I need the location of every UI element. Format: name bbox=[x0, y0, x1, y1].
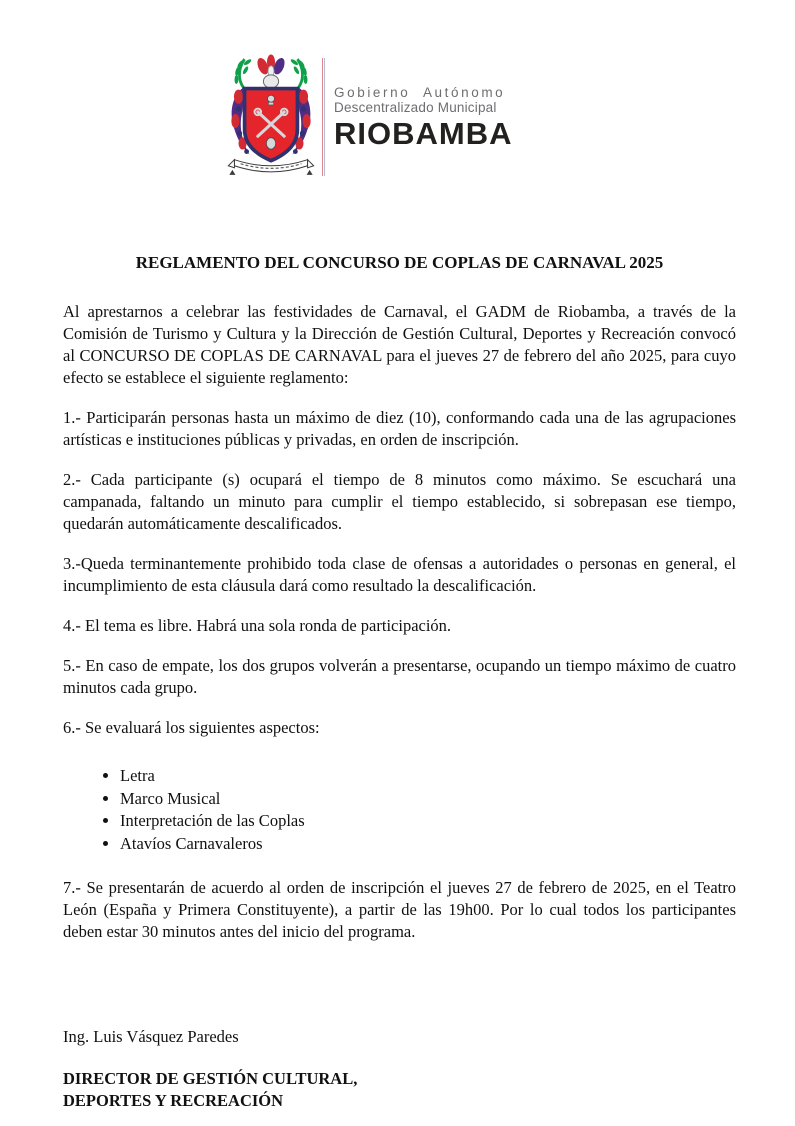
rule-item-6: 6.- Se evaluará los siguientes aspectos: bbox=[63, 718, 320, 737]
rule-item-5: 5.- En caso de empate, los dos grupos volverán a presentarse, ocupando un tiempo máximo de cuatro minutos cada grupo. bbox=[63, 656, 736, 697]
signatory-title-line2: DEPORTES Y RECREACIÓN bbox=[63, 1091, 284, 1110]
intro-paragraph: Al aprestarnos a celebrar las festividades de Carnaval, el GADM de Riobamba, a través de la Comisión de Turismo y Cultura y la Dirección de Gestión Cultural, Deportes y Recreación convocó al CONCURSO DE COPLAS DE CARNAVAL para el jueves 27 de febrero del año 2025, para cuyo efecto se establece el siguiente reglamento: bbox=[63, 302, 736, 387]
letterhead-divider bbox=[322, 58, 325, 176]
org-text-block bbox=[334, 83, 513, 151]
evaluation-aspect-atavios: • Atavíos Carnavaleros bbox=[120, 833, 736, 856]
document-content bbox=[63, 252, 736, 961]
signatory-title-line1: DIRECTOR DE GESTIÓN CULTURAL, bbox=[63, 1069, 358, 1088]
evaluation-aspect-marco-musical: • Marco Musical bbox=[120, 788, 736, 811]
signatory-name: Ing. Luis Vásquez Paredes bbox=[63, 1027, 239, 1046]
evaluation-aspect-letra: • Letra bbox=[120, 765, 736, 788]
org-name-line2: Descentralizado Municipal bbox=[334, 100, 497, 115]
rule-item-1: 1.- Participarán personas hasta un máximo de diez (10), conformando cada una de las agrupaciones artísticas e instituciones públicas y privadas, en orden de inscripción. bbox=[63, 408, 736, 449]
rule-item-3: 3.-Queda terminantemente prohibido toda clase de ofensas a autoridades o personas en general, el incumplimiento de esta cláusula dará como resultado la descalificación. bbox=[63, 554, 736, 595]
laurel-branch-left bbox=[234, 58, 252, 88]
document-title: REGLAMENTO DEL CONCURSO DE COPLAS DE CARNAVAL 2025 bbox=[135, 253, 664, 272]
evaluation-aspects-list bbox=[63, 765, 736, 855]
letterhead bbox=[226, 54, 513, 180]
laurel-branch-right bbox=[290, 58, 308, 88]
crest bbox=[255, 55, 286, 89]
rule-item-7: 7.- Se presentarán de acuerdo al orden de inscripción el jueves 27 de febrero de 2025, en el Teatro León (España y Primera Constituyente), a partir de las 19h00. Por lo cual todos los participantes deben estar 30 minutos antes del inicio del programa. bbox=[63, 878, 736, 941]
rule-item-4: 4.- El tema es libre. Habrá una sola ronda de participación. bbox=[63, 616, 452, 635]
rule-item-2: 2.- Cada participante (s) ocupará el tiempo de 8 minutos como máximo. Se escuchará una campanada, faltando un minuto para cumplir el tiempo establecido, si sobrepasan ese tiempo, quedarán automáticamente descalificados. bbox=[63, 470, 736, 533]
evaluation-aspect-interpretacion: • Interpretación de las Coplas bbox=[120, 810, 736, 833]
riobamba-coat-of-arms-icon bbox=[226, 54, 316, 180]
signature-block bbox=[63, 1026, 357, 1112]
org-name-line1: Gobierno Autónomo bbox=[334, 85, 506, 100]
org-city-name: RIOBAMBA bbox=[334, 116, 513, 151]
divider-blue-line bbox=[324, 58, 325, 176]
